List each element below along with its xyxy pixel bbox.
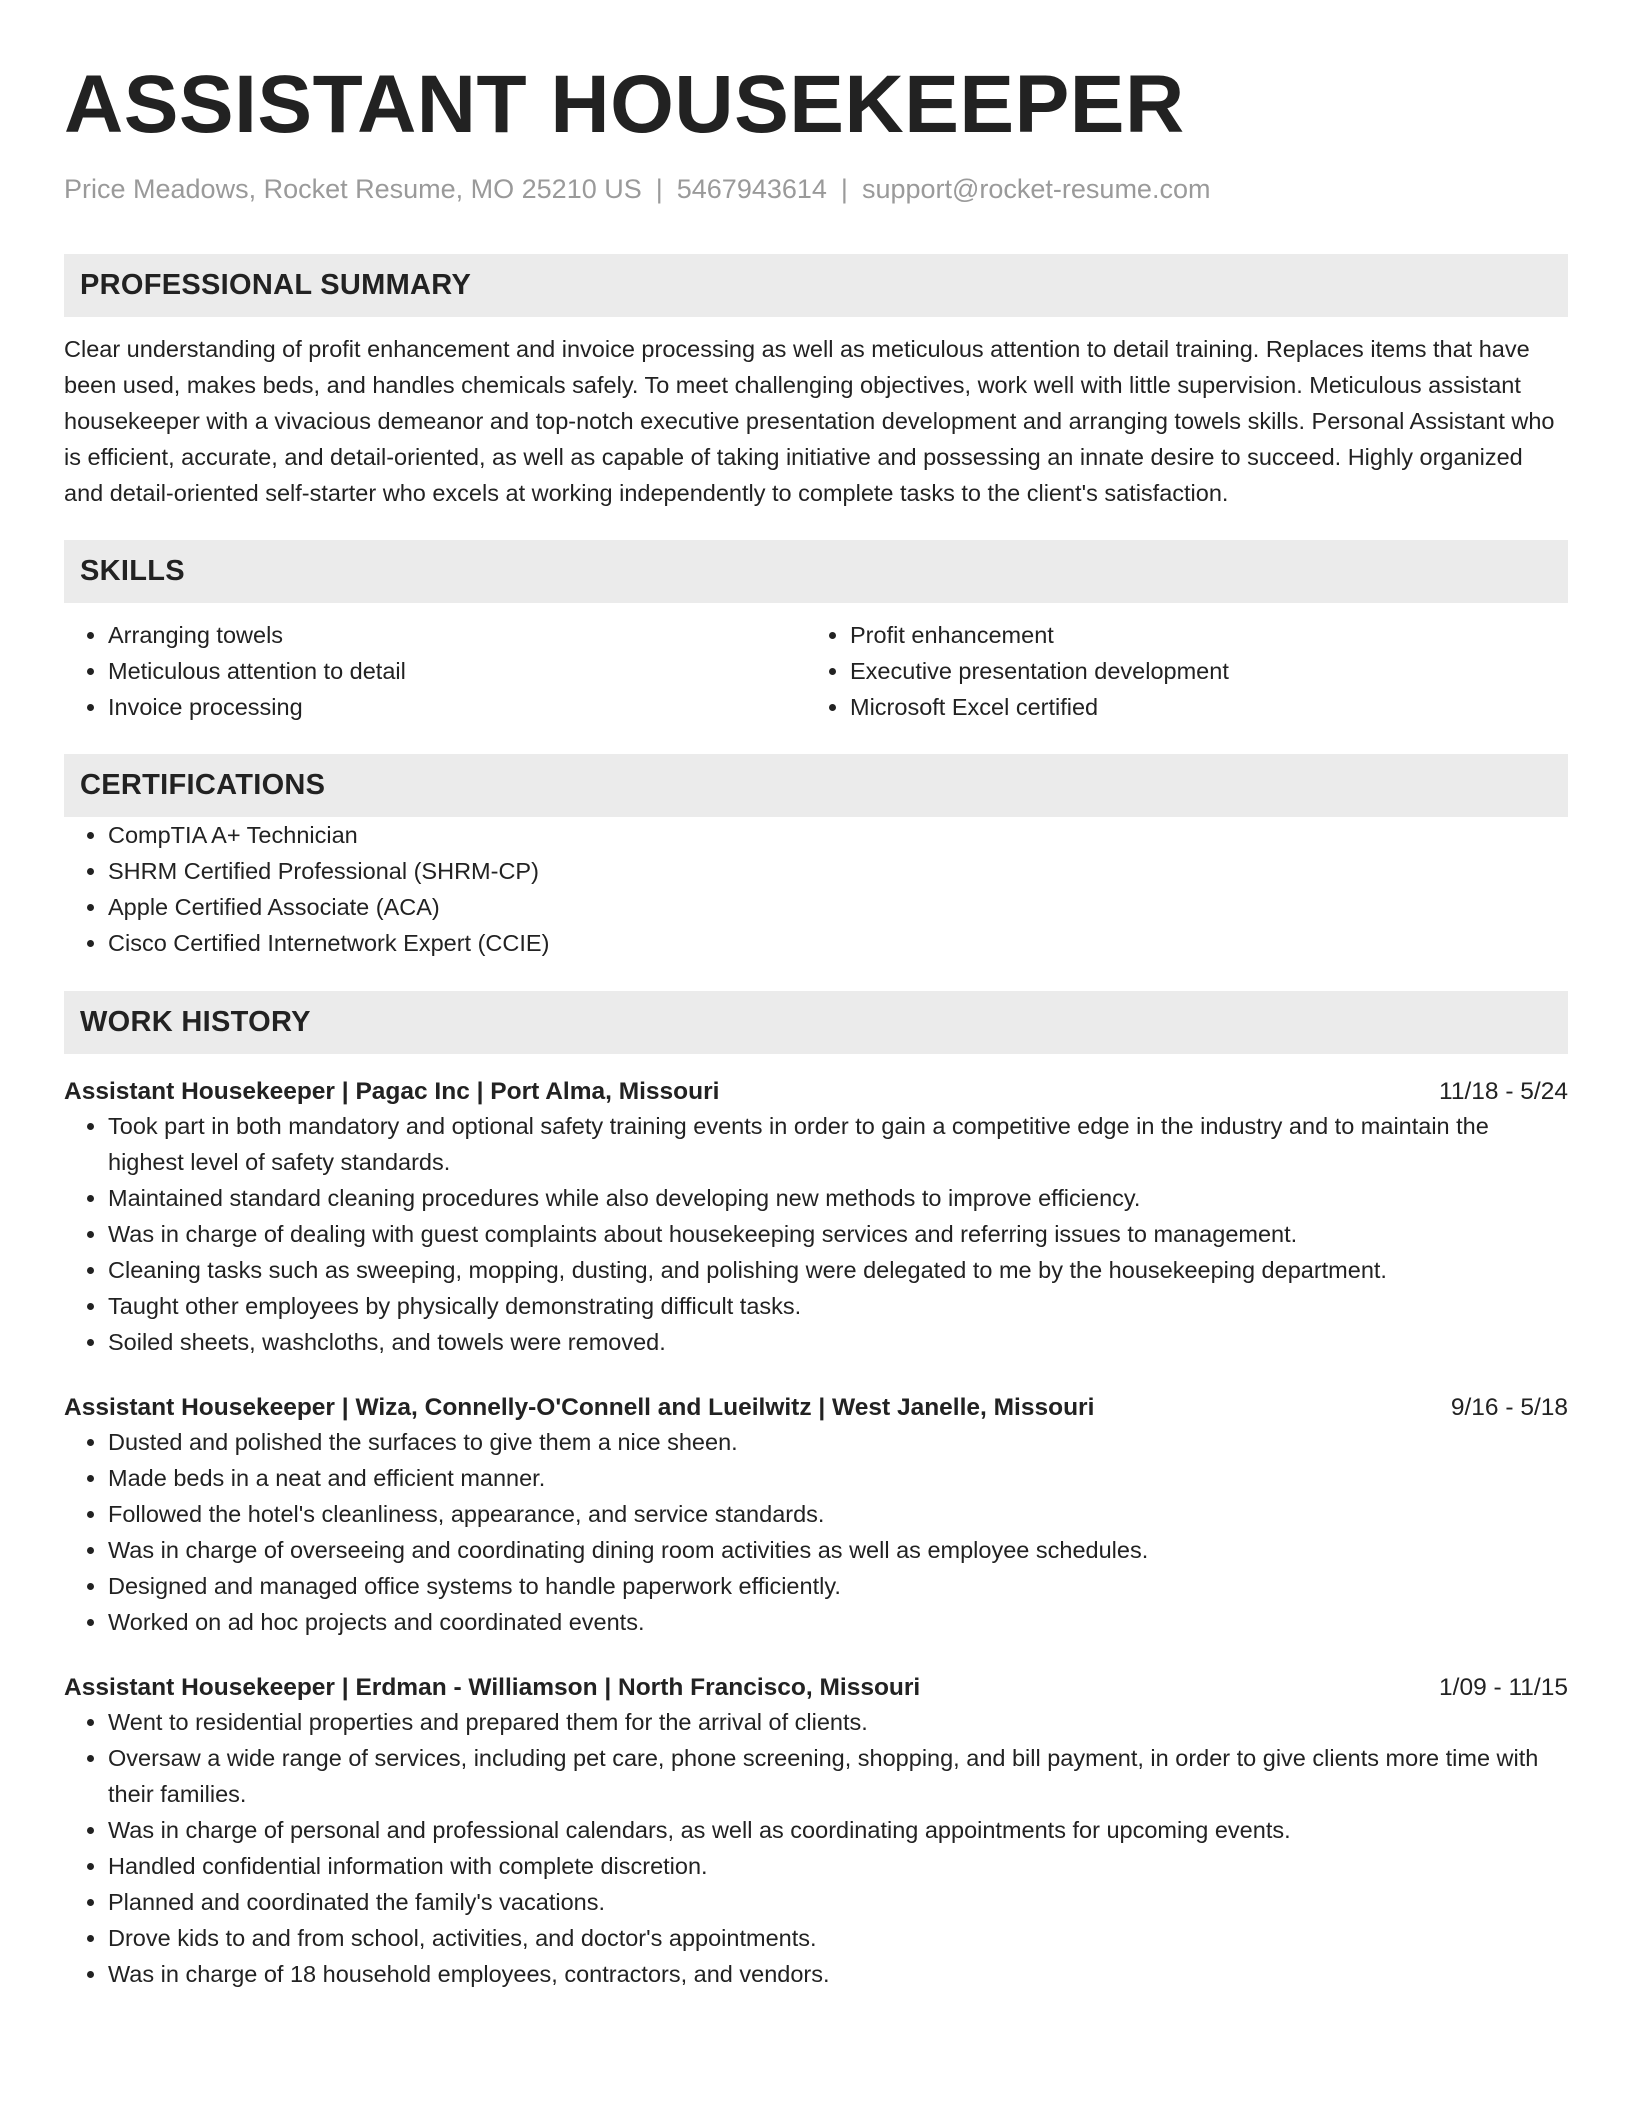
skill-item: • Meticulous attention to detail — [108, 653, 806, 689]
job-header — [64, 1672, 1568, 1704]
job-duty: • Planned and coordinated the family's vacations. — [108, 1884, 1568, 1920]
skills-grid — [64, 617, 1568, 725]
job-duty: • Oversaw a wide range of services, including pet care, phone screening, shopping, and bill payment, in order to give clients more time with their families. — [108, 1740, 1568, 1812]
job-duty: • Handled confidential information with complete discretion. — [108, 1848, 1568, 1884]
job-duty: • Was in charge of personal and professional calendars, as well as coordinating appointments for upcoming events. — [108, 1812, 1568, 1848]
contact-line — [64, 172, 1568, 206]
job-duty: • Taught other employees by physically demonstrating difficult tasks. — [108, 1288, 1568, 1324]
job-title: Assistant Housekeeper | Wiza, Connelly-O'Connell and Lueilwitz | West Janelle, Missouri — [64, 1394, 1095, 1421]
job-duty: • Followed the hotel's cleanliness, appearance, and service standards. — [108, 1496, 1568, 1532]
job-duty: • Designed and managed office systems to handle paperwork efficiently. — [108, 1568, 1568, 1604]
job-duty: • Maintained standard cleaning procedures while also developing new methods to improve efficiency. — [108, 1180, 1568, 1216]
skill-item: • Microsoft Excel certified — [850, 689, 1568, 725]
certifications-list — [64, 817, 1568, 961]
job-duty: • Was in charge of 18 household employees, contractors, and vendors. — [108, 1956, 1568, 1992]
contact-phone: 5467943614 — [676, 174, 827, 204]
job-dates: 9/16 - 5/18 — [1450, 1394, 1568, 1421]
job-duty: • Cleaning tasks such as sweeping, mopping, dusting, and polishing were delegated to me by the housekeeping department. — [108, 1252, 1568, 1288]
certification-item: • Apple Certified Associate (ACA) — [108, 889, 1568, 925]
summary-paragraph: Clear understanding of profit enhancement and invoice processing as well as meticulous attention to detail training. Replaces items that have been used, makes beds, and handles chemicals safely. To meet challenging objectives, work well with little supervision. Meticulous assistant housekeeper with a vivacious demeanor and top-notch executive presentation development and arranging towels skills. Personal Assistant who is efficient, accurate, and detail-oriented, as well as capable of taking initiative and possessing an innate desire to succeed. Highly organized and detail-oriented self-starter who excels at working independently to complete tasks to the client's satisfaction. — [64, 336, 1555, 506]
job-duty: • Was in charge of dealing with guest complaints about housekeeping services and referring issues to management. — [108, 1216, 1568, 1252]
skills-column-right — [806, 617, 1568, 725]
skill-item: • Invoice processing — [108, 689, 806, 725]
skill-item: • Executive presentation development — [850, 653, 1568, 689]
certification-item: • CompTIA A+ Technician — [108, 817, 1568, 853]
job-duty: • Dusted and polished the surfaces to give them a nice sheen. — [108, 1424, 1568, 1460]
job-title: Assistant Housekeeper | Erdman - Williamson | North Francisco, Missouri — [64, 1674, 921, 1701]
job-header — [64, 1076, 1568, 1108]
job-entry — [64, 1672, 1568, 1992]
job-duty: • Took part in both mandatory and optional safety training events in order to gain a competitive edge in the industry and to maintain the highest level of safety standards. — [108, 1108, 1568, 1180]
job-duty: • Soiled sheets, washcloths, and towels were removed. — [108, 1324, 1568, 1360]
section-header-summary: PROFESSIONAL SUMMARY — [64, 254, 1568, 317]
section-header-work-history: WORK HISTORY — [64, 991, 1568, 1054]
job-duties-list — [64, 1108, 1568, 1360]
job-title: Assistant Housekeeper | Pagac Inc | Port Alma, Missouri — [64, 1078, 720, 1105]
job-duty: • Worked on ad hoc projects and coordinated events. — [108, 1604, 1568, 1640]
job-dates: 11/18 - 5/24 — [1439, 1078, 1568, 1105]
certification-item: • SHRM Certified Professional (SHRM-CP) — [108, 853, 1568, 889]
section-header-certifications: CERTIFICATIONS — [64, 754, 1568, 817]
job-duty: • Was in charge of overseeing and coordinating dining room activities as well as employee schedules. — [108, 1532, 1568, 1568]
contact-email: support@rocket-resume.com — [861, 174, 1211, 204]
candidate-name: ASSISTANT HOUSEKEEPER — [64, 59, 1185, 150]
job-duty: • Drove kids to and from school, activities, and doctor's appointments. — [108, 1920, 1568, 1956]
job-entry — [64, 1392, 1568, 1640]
contact-separator: | — [840, 174, 848, 204]
contact-address: Price Meadows, Rocket Resume, MO 25210 US — [64, 174, 642, 204]
job-header — [64, 1392, 1568, 1424]
skill-item: • Arranging towels — [108, 617, 806, 653]
skills-column-left — [64, 617, 806, 725]
job-duties-list — [64, 1704, 1568, 1992]
section-header-skills: SKILLS — [64, 540, 1568, 603]
job-duties-list — [64, 1424, 1568, 1640]
job-entry — [64, 1076, 1568, 1360]
certification-item: • Cisco Certified Internetwork Expert (CCIE) — [108, 925, 1568, 961]
skill-item: • Profit enhancement — [850, 617, 1568, 653]
contact-separator: | — [655, 174, 663, 204]
job-dates: 1/09 - 11/15 — [1439, 1674, 1568, 1701]
job-duty: • Went to residential properties and prepared them for the arrival of clients. — [108, 1704, 1568, 1740]
job-duty: • Made beds in a neat and efficient manner. — [108, 1460, 1568, 1496]
